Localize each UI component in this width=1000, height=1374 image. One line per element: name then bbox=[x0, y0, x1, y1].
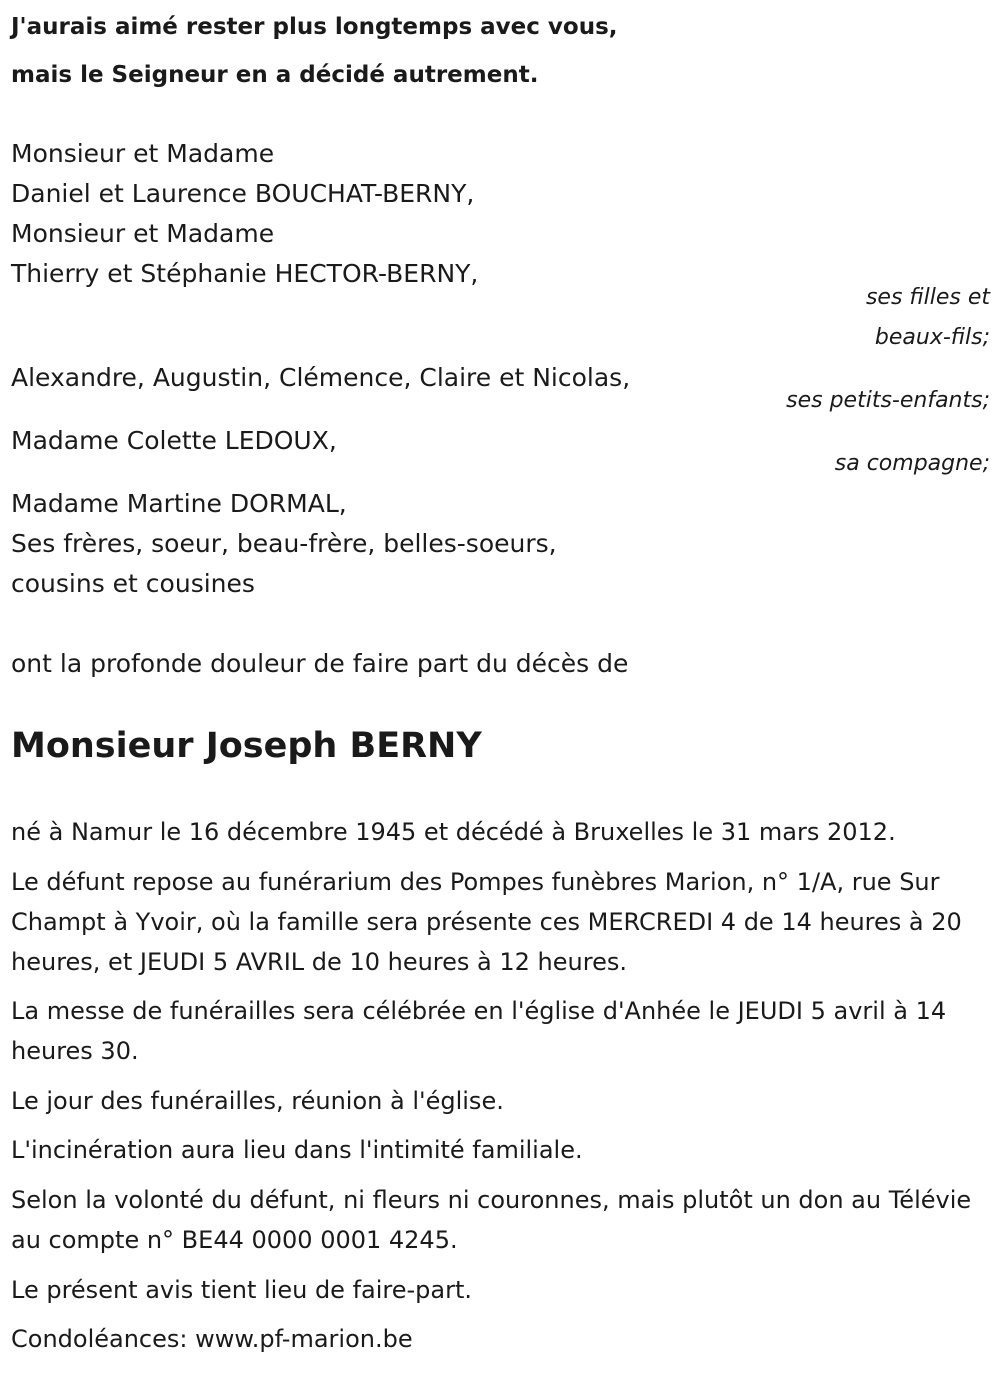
role-label: beaux-fils; bbox=[874, 325, 990, 350]
epigraph-line-1: J'aurais aimé rester plus longtemps avec vous, bbox=[11, 14, 618, 40]
family-line: Madame Colette LEDOUX, bbox=[11, 426, 337, 455]
role-label: ses filles et bbox=[865, 285, 990, 310]
detail-paragraph: La messe de funérailles sera célébrée en l'église d'Anhée le JEUDI 5 avril à 14 heures 30. bbox=[11, 997, 947, 1065]
family-line: Thierry et Stéphanie HECTOR-BERNY, bbox=[11, 259, 479, 288]
family-line: Madame Martine DORMAL, bbox=[11, 489, 347, 518]
role-label: ses petits-enfants; bbox=[786, 388, 990, 413]
family-line: Ses frères, soeur, beau-frère, belles-soeurs, bbox=[11, 529, 557, 558]
detail-paragraph: Le présent avis tient lieu de faire-part. bbox=[11, 1276, 473, 1304]
detail-paragraph: Selon la volonté du défunt, ni fleurs ni couronnes, mais plutôt un don au Télévie au compte n° BE44 0000 0001 4245. bbox=[11, 1186, 972, 1254]
detail-paragraph: né à Namur le 16 décembre 1945 et décédé à Bruxelles le 31 mars 2012. bbox=[11, 818, 896, 846]
detail-paragraph: Le jour des funérailles, réunion à l'église. bbox=[11, 1087, 504, 1115]
condolences-link: Condoléances: www.pf-marion.be bbox=[11, 1325, 413, 1353]
family-line: cousins et cousines bbox=[11, 569, 255, 598]
role-label: sa compagne; bbox=[834, 451, 990, 476]
epigraph-line-2: mais le Seigneur en a décidé autrement. bbox=[11, 62, 539, 88]
announcement-text: ont la profonde douleur de faire part du décès de bbox=[11, 649, 629, 678]
family-line: Monsieur et Madame bbox=[11, 219, 275, 248]
family-line: Alexandre, Augustin, Clémence, Claire et Nicolas, bbox=[11, 363, 631, 392]
detail-paragraph: Le défunt repose au funérarium des Pompes funèbres Marion, n° 1/A, rue Sur Champt à Yvoir, où la famille sera présente ces MERCREDI 4 de 14 heures à 20 heures, et JEUDI 5 AVRIL de 10 heures à 12 heures. bbox=[11, 868, 962, 976]
deceased-name: Monsieur Joseph BERNY bbox=[11, 726, 482, 766]
detail-paragraph: L'incinération aura lieu dans l'intimité familiale. bbox=[11, 1136, 583, 1164]
family-line: Daniel et Laurence BOUCHAT-BERNY, bbox=[11, 179, 475, 208]
family-line: Monsieur et Madame bbox=[11, 139, 275, 168]
